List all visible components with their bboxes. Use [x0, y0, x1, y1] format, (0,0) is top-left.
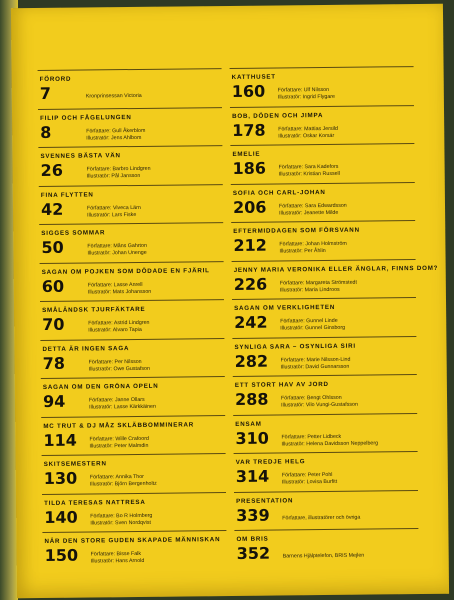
toc-entry-page-number: 226: [233, 274, 268, 294]
toc-entry-page-number: 339: [236, 505, 270, 525]
toc-entry-author: Författare: Gunnel Linde: [280, 317, 338, 325]
toc-entry-title: SVENNES BÄSTA VÄN: [40, 152, 121, 160]
toc-entry-page-number: 212: [233, 235, 267, 255]
toc-entry-page-number: 60: [41, 276, 65, 296]
toc-entry-illustrator: Illustratör: Oskar Korsár: [278, 132, 335, 139]
toc-entry-title: VAR TREDJE HELG: [235, 458, 306, 466]
toc-entry-illustrator: Illustratör: Mats Johansson: [87, 288, 152, 295]
table-of-contents-page: [11, 4, 449, 598]
toc-entry-page-number: 288: [234, 389, 269, 409]
toc-entry-illustrator: Illustratör: Gunnel Ginsborg: [280, 324, 346, 332]
toc-entry-title: FILIP OCH FÅGELUNGEN: [40, 113, 132, 122]
toc-entry-title: SAGAN OM DEN GRÖNA OPELN: [42, 382, 159, 391]
toc-entry: [234, 528, 418, 577]
toc-entry-author: Författare, illustratörer och övriga: [282, 514, 361, 521]
toc-entry-illustrator: Illustratör: Lovisa Burfitt: [281, 478, 338, 486]
toc-entry-title: SYNLIGA SARA – OSYNLIGA SIRI: [234, 342, 356, 351]
toc-entry-page-number: 160: [231, 81, 266, 101]
toc-entry-page-number: 114: [43, 430, 77, 450]
toc-entry-author: Författare: Bisse Falk: [90, 550, 142, 558]
toc-entry-author: Barnens Hjälptelefon, BRIS Mejlen: [282, 552, 365, 560]
toc-entry-page-number: 282: [234, 351, 269, 371]
toc-entry-title: SKITSEMESTERN: [43, 460, 107, 468]
toc-entry-author: Författare: Annika Thor: [89, 473, 144, 481]
toc-entry-title: BOB, DÖDEN OCH JIMPA: [232, 111, 324, 120]
toc-entry-illustrator: Illustratör: Lasse Kärkkäinen: [89, 403, 156, 411]
toc-entry-illustrator: Illustratör: Jens Ahlbom: [86, 134, 142, 141]
toc-entry-page-number: 140: [44, 507, 78, 527]
toc-entry-title: DETTA ÄR INGEN SAGA: [42, 344, 130, 353]
toc-entry-illustrator: Illustratör: Peter Malmdin: [89, 442, 149, 449]
toc-entry-illustrator: Illustratör: Pål Jansson: [86, 172, 141, 180]
toc-entry-author: Författare: Janne Ollars: [89, 396, 145, 404]
toc-entry-page-number: 50: [41, 237, 64, 257]
toc-entry-page-number: 186: [232, 158, 267, 178]
toc-entry-title: ENSAM: [235, 420, 262, 428]
toc-entry-title: MC TRUT & DJ MÅZ SKLÄBBOMMINERAR: [43, 420, 195, 430]
toc-entry-page-number: 130: [43, 468, 78, 488]
toc-entry-page-number: 94: [42, 391, 66, 411]
toc-entry-illustrator: Illustratör: Per Åhlin: [279, 247, 326, 255]
toc-entry-author: Författare: Sara Kadefors: [278, 163, 339, 171]
toc-entry-page-number: 26: [40, 160, 63, 180]
toc-entry-illustrator: Illustratör: Ingrid Flygare: [277, 93, 336, 101]
toc-entry-title: EFTERMIDDAGEN SOM FÖRSVANN: [233, 226, 360, 235]
toc-entry-title: TILDA TERESAS NATTRESA: [44, 498, 146, 507]
toc-entry-title: OM BRIS: [236, 535, 269, 543]
toc-entry-author: Författare: Barbro Lindgren: [86, 165, 151, 173]
toc-entry-title: FÖRORD: [39, 75, 72, 83]
toc-entry-author: Författare: Mattias Jersild: [278, 125, 338, 132]
toc-entry-illustrator: Illustratör: Hans Arnold: [90, 557, 145, 565]
toc-entry-title: JENNY MARIA VERONIKA ELLER ÄNGLAR, FINNS DOM?: [233, 264, 439, 274]
toc-entry-author: Författare: Sara Edwardsson: [278, 202, 347, 209]
toc-entry-page-number: 150: [44, 545, 79, 565]
toc-entry-page-number: 310: [235, 428, 269, 448]
toc-entry-author: Författare: Ulf Nilsson: [277, 86, 330, 94]
toc-entry-title: NÄR DEN STORE GUDEN SKAPADE MÄNNISKAN: [44, 536, 221, 545]
toc-entry-illustrator: Illustratör: Björn Bergenholtz: [89, 480, 157, 488]
toc-entry-title: SAGAN OM VERKLIGHETEN: [234, 303, 336, 312]
toc-entry-author: Författare: Bo R Holmberg: [90, 512, 153, 519]
toc-entry-author: Kronprinsessan Victoria: [85, 92, 142, 100]
toc-entry-title: FINA FLYTTEN: [40, 190, 94, 199]
toc-entry-illustrator: Illustratör: Sven Nordqvist: [90, 519, 152, 526]
toc-entry-author: Författare: Lasse Anrell: [87, 281, 143, 288]
toc-entry-page-number: 314: [235, 466, 270, 486]
toc-entry-page-number: 78: [42, 353, 66, 373]
toc-entry-title: PRESENTATION: [236, 496, 294, 505]
toc-entry-author: Författare: Marie Nilsson-Lind: [280, 356, 351, 363]
toc-entry-illustrator: Illustratör: David Gunnarsson: [280, 363, 350, 370]
toc-entry-illustrator: Illustratör: Kristian Russell: [278, 170, 340, 178]
toc-entry-title: KATTHUSET: [231, 73, 276, 81]
toc-entry-page-number: 242: [234, 312, 268, 332]
toc-entry-illustrator: Illustratör: Maria Lindroos: [279, 286, 340, 293]
toc-entry-illustrator: Illustratör: Lars Fiske: [87, 211, 137, 218]
toc-entry-author: Författare: Wille Crafoord: [89, 435, 149, 442]
toc-entry-illustrator: Illustratör: Owe Gustafson: [88, 365, 150, 372]
toc-entry-author: Författare: Gull Åkerblom: [86, 127, 146, 134]
toc-entry-page-number: 42: [40, 199, 64, 219]
toc-entry-page-number: 206: [232, 197, 267, 217]
toc-entry-author: Författare: Astrid Lindgren: [88, 319, 150, 327]
toc-entry-author: Författare: Måns Gahrton: [87, 242, 147, 250]
toc-entry-title: SAGAN OM POJKEN SOM DÖDADE EN FJÄRIL: [41, 266, 210, 276]
toc-entry-author: Författare: Johan Holmström: [279, 240, 347, 248]
toc-entry-author: Författare: Peter Pohl: [281, 471, 333, 479]
toc-entry-illustrator: Illustratör: Alvaro Tapia: [88, 326, 142, 334]
toc-entry-author: Författare: Viveca Lärn: [86, 204, 141, 211]
toc-column-left: [38, 68, 222, 565]
toc-entry-page-number: 8: [40, 122, 52, 142]
toc-entry-author: Författare: Bengt Ohlsson: [280, 394, 342, 402]
toc-column-right: [230, 66, 439, 563]
toc-entry-title: ETT STORT HAV AV JORD: [234, 380, 329, 389]
toc-entry: [42, 530, 226, 579]
toc-entry-title: SOFIA OCH CARL-JOHAN: [232, 188, 326, 197]
toc-entry-illustrator: Illustratör: Jeanette Milde: [279, 209, 339, 216]
toc-entry-illustrator: Illustratör: Johan Unenge: [87, 249, 147, 257]
toc-entry-illustrator: Illustratör: Vilo Vungi-Gustafsson: [281, 401, 358, 409]
toc-entry-page-number: 352: [236, 543, 271, 563]
toc-entry-author: Författare: Per Nilsson: [88, 358, 142, 365]
toc-entry-illustrator: Illustratör: Helena Davidsson Neppelberg: [281, 439, 379, 447]
toc-entry-title: EMELIE: [232, 150, 261, 158]
toc-entry-author: Författare: Margareta Strömstedt: [279, 279, 357, 286]
toc-entry-author: Författare: Petter Lidbeck: [281, 433, 342, 440]
toc-entry-page-number: 178: [232, 120, 266, 140]
toc-entry-page-number: 7: [39, 83, 52, 103]
toc-entry-page-number: 70: [42, 314, 65, 334]
toc-entry-title: SIGGES SOMMAR: [41, 229, 106, 237]
toc-entry-title: SMÅLÄNDSK TJURFÄKTARE: [42, 305, 146, 314]
